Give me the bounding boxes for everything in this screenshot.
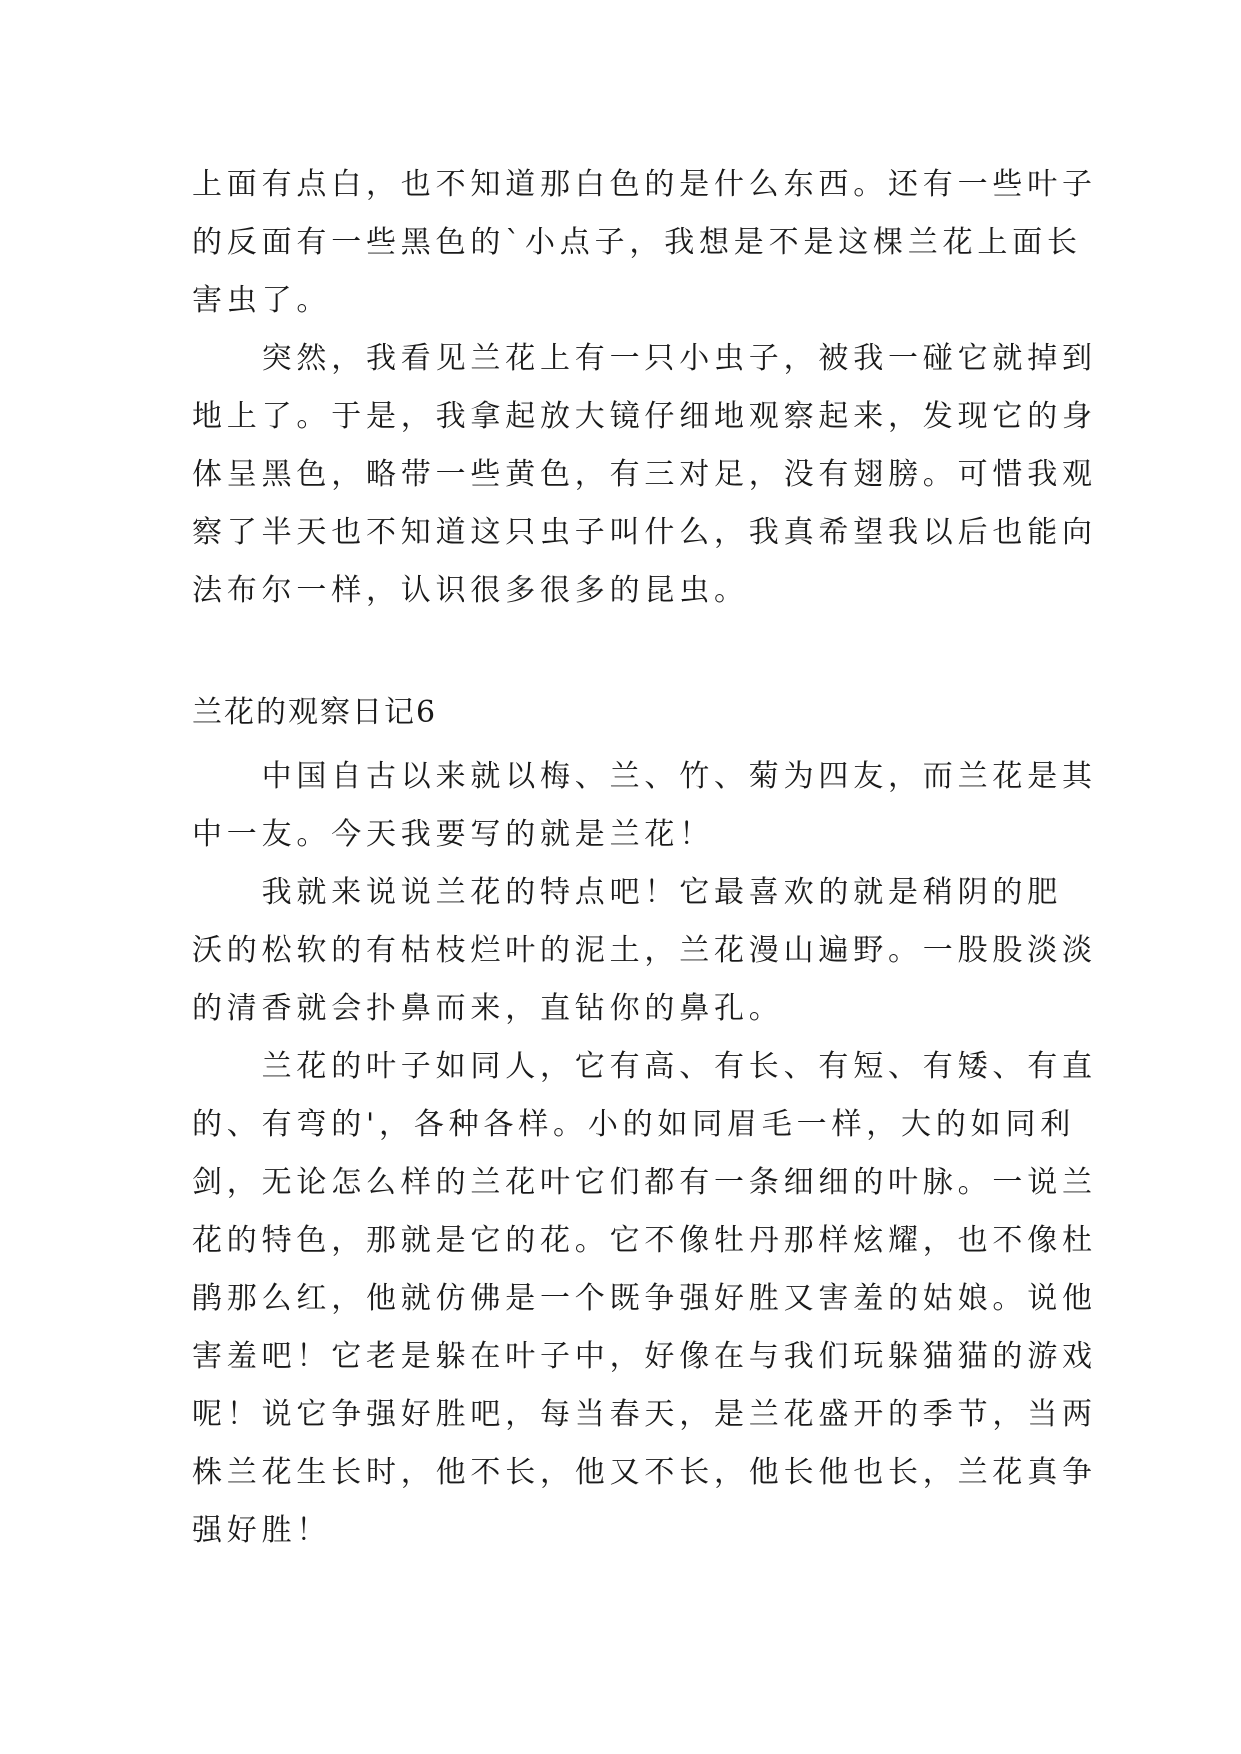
text-line: 花的特色，那就是它的花。它不像牡丹那样炫耀，也不像杜: [192, 1223, 1097, 1258]
text-line: 害羞吧！它老是躲在叶子中，好像在与我们玩躲猫猫的游戏: [192, 1339, 1097, 1374]
text-line: 上面有点白，也不知道那白色的是什么东西。还有一些叶子: [192, 167, 1097, 202]
text-line: 剑，无论怎么样的兰花叶它们都有一条细细的叶脉。一说兰: [192, 1165, 1097, 1200]
paragraph-insect: [192, 330, 1097, 620]
text-line: 突然，我看见兰花上有一只小虫子，被我一碰它就掉到: [192, 341, 1097, 376]
paragraph-leaves-and-flowers: [192, 1038, 1097, 1560]
text-line: 法布尔一样，认识很多很多的昆虫。: [192, 573, 749, 608]
text-line: 呢！说它争强好胜吧，每当春天，是兰花盛开的季节，当两: [192, 1397, 1097, 1432]
section-heading: 兰花的观察日记6: [192, 695, 438, 730]
text-line: 的清香就会扑鼻而来，直钻你的鼻孔。: [192, 991, 784, 1026]
text-line: 鹃那么红，他就仿佛是一个既争强好胜又害羞的姑娘。说他: [192, 1281, 1097, 1316]
text-line: 兰花的叶子如同人，它有高、有长、有短、有矮、有直: [192, 1049, 1097, 1084]
paragraph-features: [192, 864, 1097, 1038]
paragraph-leaf-observation: [192, 156, 1097, 330]
text-line: 察了半天也不知道这只虫子叫什么，我真希望我以后也能向: [192, 515, 1097, 550]
text-line: 沃的松软的有枯枝烂叶的泥土，兰花漫山遍野。一股股淡淡: [192, 933, 1097, 968]
text-line: 强好胜！: [192, 1513, 332, 1548]
text-line: 我就来说说兰花的特点吧！它最喜欢的就是稍阴的肥: [192, 875, 1062, 910]
text-line: 中一友。今天我要写的就是兰花！: [192, 817, 714, 852]
text-line: 的、有弯的'，各种各样。小的如同眉毛一样，大的如同利: [192, 1107, 1076, 1142]
paragraph-four-friends: [192, 748, 1097, 864]
text-line: 中国自古以来就以梅、兰、竹、菊为四友，而兰花是其: [192, 759, 1097, 794]
text-line: 地上了。于是，我拿起放大镜仔细地观察起来，发现它的身: [192, 399, 1097, 434]
text-line: 体呈黑色，略带一些黄色，有三对足，没有翅膀。可惜我观: [192, 457, 1097, 492]
text-line: 株兰花生长时，他不长，他又不长，他长他也长，兰花真争: [192, 1455, 1097, 1490]
text-line: 害虫了。: [192, 283, 332, 318]
text-line: 的反面有一些黑色的`小点子，我想是不是这棵兰花上面长: [192, 225, 1082, 260]
